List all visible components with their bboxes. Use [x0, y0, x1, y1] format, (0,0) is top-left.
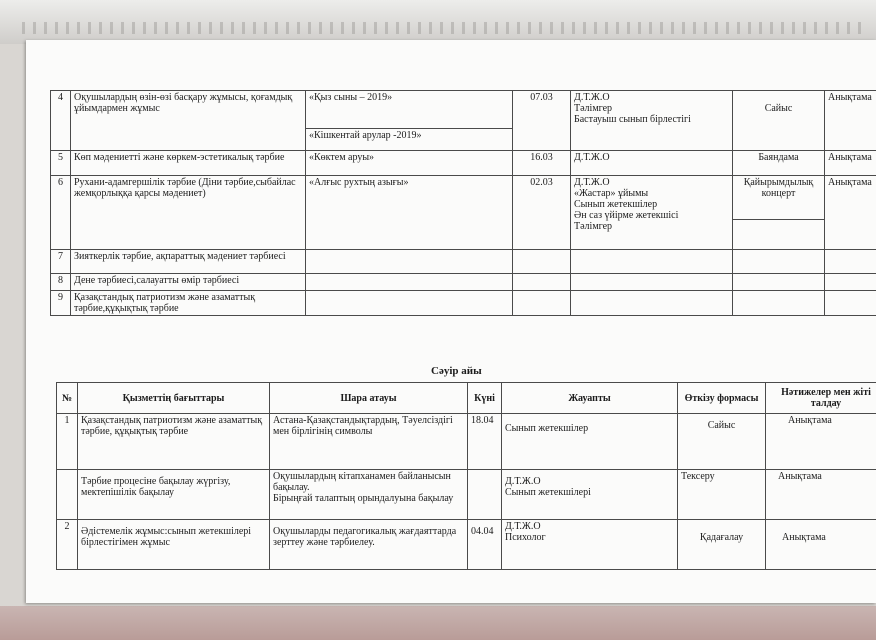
responsible-cell: Д.Т.Ж.О — [571, 151, 733, 176]
responsible-line: Ән саз үйірме жетекшісі — [574, 210, 679, 221]
empty-cell — [571, 291, 733, 316]
header-number: № — [57, 383, 78, 414]
responsible-cell: Сынып жетекшілер — [502, 414, 678, 470]
row-number: 7 — [51, 250, 71, 274]
header-event: Шара атауы — [270, 383, 468, 414]
date-cell: 07.03 — [513, 91, 571, 151]
responsible-line: Бастауыш сынып бірлестігі — [574, 114, 691, 125]
empty-cell — [306, 250, 513, 274]
row-number: 8 — [51, 274, 71, 291]
desk-background-bottom — [0, 606, 876, 640]
responsible-line: Д.Т.Ж.О — [574, 177, 610, 188]
result-cell: Анықтама — [766, 470, 876, 520]
date-cell: 04.04 — [468, 520, 502, 570]
empty-cell — [571, 250, 733, 274]
responsible-line: Тәлімгер — [574, 103, 613, 114]
table-row — [51, 151, 876, 176]
form-cell: Тексеру — [678, 470, 766, 520]
header-direction: Қызметтің бағыттары — [78, 383, 270, 414]
date-cell: 16.03 — [513, 151, 571, 176]
result-cell: Анықтама — [825, 176, 876, 250]
direction-cell: Тәрбие процесіне бақылау жүргізу, мектепішілік бақылау — [78, 470, 270, 520]
direction-cell: Көп мәдениетті және көркем-эстетикалық тәрбие — [71, 151, 306, 176]
table-row — [51, 274, 876, 291]
form-cell: Баяндама — [733, 151, 825, 176]
form-cell: Сайыс — [733, 91, 825, 151]
row-number: 9 — [51, 291, 71, 316]
binder-holes — [22, 22, 862, 34]
responsible-line: Психолог — [505, 532, 546, 543]
row-number: 6 — [51, 176, 71, 250]
direction-cell: Рухани-адамгершілік тәрбие (Діни тәрбие,сыбайлас жемқорлыққа қарсы мәдениет) — [71, 176, 306, 250]
direction-cell: Зияткерлік тәрбие, ақпараттық мәдениет тәрбиесі — [71, 250, 306, 274]
empty-cell — [571, 274, 733, 291]
desk-background-top — [0, 0, 876, 44]
responsible-line: Д.Т.Ж.О — [574, 92, 610, 103]
direction-cell: Әдістемелік жұмыс:сынып жетекшілері бірлестігімен жұмыс — [78, 520, 270, 570]
april-plan-table — [56, 382, 876, 570]
empty-cell — [306, 274, 513, 291]
result-cell: Анықтама — [825, 151, 876, 176]
empty-cell — [306, 291, 513, 316]
event-line: Оқушылардың кітапханамен байланысын бақылау. — [273, 471, 451, 493]
table-row — [51, 91, 876, 129]
empty-cell — [513, 274, 571, 291]
responsible-cell — [571, 91, 733, 151]
direction-cell: Дене тәрбиесі,салауатты өмір тәрбиесі — [71, 274, 306, 291]
row-number: 4 — [51, 91, 71, 151]
row-number — [57, 470, 78, 520]
table-row — [51, 291, 876, 316]
empty-cell — [825, 274, 876, 291]
result-cell: Анықтама — [766, 520, 876, 570]
row-number: 5 — [51, 151, 71, 176]
responsible-cell — [502, 470, 678, 520]
event-cell — [270, 470, 468, 520]
date-cell: 02.03 — [513, 176, 571, 250]
form-cell: Қадағалау — [678, 520, 766, 570]
form-cell: Сайыс — [678, 414, 766, 470]
header-date: Күні — [468, 383, 502, 414]
responsible-line: Сынып жетекшілері — [505, 487, 591, 498]
header-responsible: Жауапты — [502, 383, 678, 414]
table-row — [51, 250, 876, 274]
header-form: Өткізу формасы — [678, 383, 766, 414]
event-cell: «Қыз сыны – 2019» — [306, 91, 513, 129]
direction-cell: Қазақстандық патриотизм және азаматтық тәрбие, құқықтық тәрбие — [78, 414, 270, 470]
responsible-line: «Жастар» ұйымы — [574, 188, 649, 199]
responsible-line: Д.Т.Ж.О — [505, 521, 541, 532]
table-row — [51, 176, 876, 220]
month-heading: Сәуір айы — [431, 365, 482, 377]
header-row — [57, 383, 876, 414]
empty-cell — [513, 291, 571, 316]
responsible-cell — [502, 520, 678, 570]
event-cell: «Алғыс рухтың азығы» — [306, 176, 513, 250]
empty-cell — [513, 250, 571, 274]
date-cell: 18.04 — [468, 414, 502, 470]
responsible-line: Д.Т.Ж.О — [505, 476, 541, 487]
form-cell: Қайырымдылық концерт — [733, 176, 825, 220]
empty-cell — [733, 220, 825, 250]
direction-cell: Оқушылардың өзін-өзі басқару жұмысы, қоғамдық ұйымдармен жұмыс — [71, 91, 306, 151]
header-result: Нәтижелер мен жіті талдау — [766, 383, 876, 414]
table-row — [57, 520, 876, 570]
responsible-line: Тәлімгер — [574, 221, 613, 232]
row-number: 2 — [57, 520, 78, 570]
document-page — [26, 40, 876, 603]
direction-cell: Қазақстандық патриотизм және азаматтық тәрбие,құқықтық тәрбие — [71, 291, 306, 316]
table-row — [57, 470, 876, 520]
empty-cell — [733, 250, 825, 274]
result-cell: Анықтама — [825, 91, 876, 151]
responsible-cell — [571, 176, 733, 250]
empty-cell — [825, 250, 876, 274]
event-cell: Оқушыларды педагогикалық жағдаяттарда зерттеу және тәрбиелеу. — [270, 520, 468, 570]
responsible-line: Сынып жетекшілер — [574, 199, 658, 210]
empty-cell — [733, 274, 825, 291]
date-cell — [468, 470, 502, 520]
empty-cell — [733, 291, 825, 316]
event-cell: Астана-Қазақстандықтардың, Тәуелсіздігі мен бірлігінің символы — [270, 414, 468, 470]
result-cell: Анықтама — [766, 414, 876, 470]
table-row — [57, 414, 876, 470]
event-cell: «Көктем аруы» — [306, 151, 513, 176]
march-plan-table — [50, 90, 876, 316]
empty-cell — [825, 291, 876, 316]
event-cell: «Кішкентай арулар -2019» — [306, 129, 513, 151]
row-number: 1 — [57, 414, 78, 470]
event-line: Бірыңғай талаптың орындалуына бақылау — [273, 493, 454, 504]
